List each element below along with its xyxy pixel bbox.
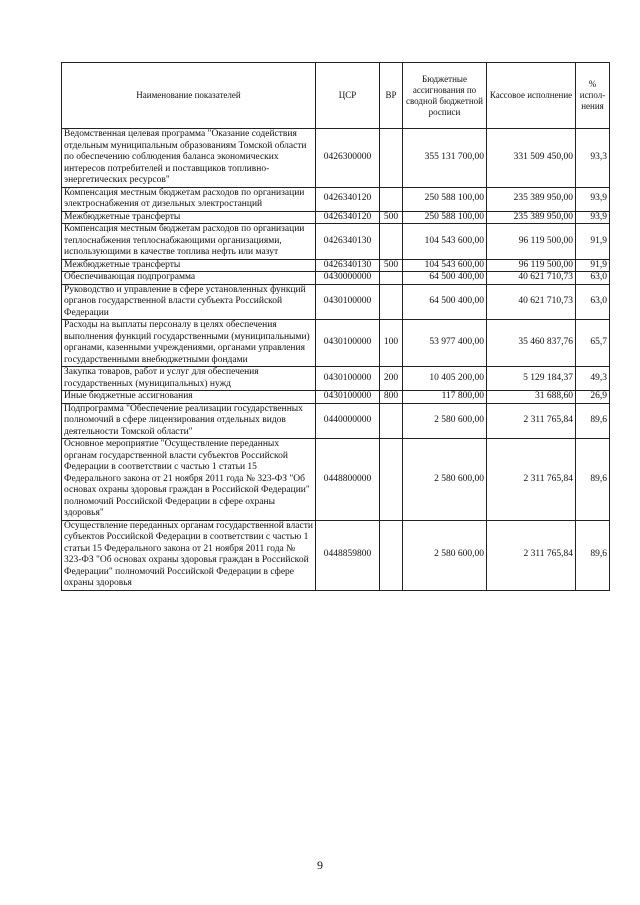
header-name: Наименование показателей bbox=[62, 63, 316, 129]
row-name: Расходы на выплаты персоналу в целях обеспечения выполнения функций государственными (муниципальными) органами, казенными учреждениями, органами управления государственными внебюджетными фондами bbox=[62, 320, 316, 367]
header-execution-percent: % испол-нения bbox=[576, 63, 610, 129]
row-csr: 0430000000 bbox=[316, 272, 380, 285]
row-cash: 40 621 710,73 bbox=[487, 272, 576, 285]
row-assign: 250 588 100,00 bbox=[403, 211, 487, 224]
row-vr bbox=[380, 187, 403, 211]
table-row bbox=[62, 224, 610, 260]
row-vr bbox=[380, 439, 403, 521]
row-cash: 96 119 500,00 bbox=[487, 259, 576, 272]
row-vr bbox=[380, 520, 403, 590]
row-cash: 31 688,60 bbox=[487, 391, 576, 404]
table-row bbox=[62, 272, 610, 285]
row-csr: 0426340130 bbox=[316, 259, 380, 272]
table-row bbox=[62, 403, 610, 439]
row-vr bbox=[380, 129, 403, 188]
table-body bbox=[62, 129, 610, 591]
row-assign: 2 580 600,00 bbox=[403, 403, 487, 439]
header-budget-assignments: Бюджетные ассигнования по сводной бюджетной росписи bbox=[403, 63, 487, 129]
row-name: Руководство и управление в сфере установленных функций органов государственной власти субъекта Российской Федерации bbox=[62, 284, 316, 320]
row-pct: 89,6 bbox=[576, 439, 610, 521]
row-assign: 355 131 700,00 bbox=[403, 129, 487, 188]
table-row bbox=[62, 391, 610, 404]
row-vr: 500 bbox=[380, 211, 403, 224]
row-pct: 93,9 bbox=[576, 211, 610, 224]
row-csr: 0430100000 bbox=[316, 367, 380, 391]
row-vr: 500 bbox=[380, 259, 403, 272]
row-csr: 0430100000 bbox=[316, 320, 380, 367]
row-vr bbox=[380, 224, 403, 260]
row-pct: 26,9 bbox=[576, 391, 610, 404]
row-csr: 0440000000 bbox=[316, 403, 380, 439]
row-assign: 10 405 200,00 bbox=[403, 367, 487, 391]
row-pct: 49,3 bbox=[576, 367, 610, 391]
table-row bbox=[62, 284, 610, 320]
table-row bbox=[62, 129, 610, 188]
row-name: Межбюджетные трансферты bbox=[62, 211, 316, 224]
table-row bbox=[62, 259, 610, 272]
row-cash: 2 311 765,84 bbox=[487, 439, 576, 521]
row-cash: 35 460 837,76 bbox=[487, 320, 576, 367]
row-name: Компенсация местным бюджетам расходов по организации теплоснабжения теплоснабжающими организациями, использующими в качестве топлива нефть или мазут bbox=[62, 224, 316, 260]
row-name: Ведомственная целевая программа "Оказание содействия отдельным муниципальным образованиям Томской области по обеспечению соблюдения баланса экономических интересов потребителей и поставщиков топливно-энергетических ресурсов" bbox=[62, 129, 316, 188]
row-name: Подпрограмма "Обеспечение реализации государственных полномочий в сфере лицензирования отдельных видов деятельности Томской области" bbox=[62, 403, 316, 439]
row-pct: 93,9 bbox=[576, 187, 610, 211]
row-pct: 63,0 bbox=[576, 284, 610, 320]
row-pct: 93,3 bbox=[576, 129, 610, 188]
row-assign: 117 800,00 bbox=[403, 391, 487, 404]
table-row bbox=[62, 211, 610, 224]
table-header-row bbox=[62, 63, 610, 129]
row-vr bbox=[380, 272, 403, 285]
header-cash-execution: Кассовое исполнение bbox=[487, 63, 576, 129]
header-vr: ВР bbox=[380, 63, 403, 129]
row-cash: 96 119 500,00 bbox=[487, 224, 576, 260]
page-number: 9 bbox=[317, 858, 323, 872]
header-csr: ЦСР bbox=[316, 63, 380, 129]
table-row bbox=[62, 367, 610, 391]
row-name: Осуществление переданных органам государственной власти субъектов Российской Федерации в соответствии с частью 1 статьи 15 Федерального закона от 21 ноября 2011 года № 323-ФЗ "Об основах охраны здоровья граждан в Российской Федерации" полномочий Российской Федерации в сфере охраны здоровья bbox=[62, 520, 316, 590]
row-assign: 250 588 100,00 bbox=[403, 187, 487, 211]
row-assign: 104 543 600,00 bbox=[403, 259, 487, 272]
row-cash: 331 509 450,00 bbox=[487, 129, 576, 188]
row-csr: 0448800000 bbox=[316, 439, 380, 521]
row-csr: 0426340120 bbox=[316, 187, 380, 211]
row-csr: 0426340130 bbox=[316, 224, 380, 260]
row-vr: 800 bbox=[380, 391, 403, 404]
row-assign: 104 543 600,00 bbox=[403, 224, 487, 260]
row-csr: 0430100000 bbox=[316, 284, 380, 320]
row-pct: 89,6 bbox=[576, 403, 610, 439]
row-pct: 91,9 bbox=[576, 224, 610, 260]
row-cash: 2 311 765,84 bbox=[487, 403, 576, 439]
row-assign: 53 977 400,00 bbox=[403, 320, 487, 367]
row-pct: 65,7 bbox=[576, 320, 610, 367]
row-vr bbox=[380, 284, 403, 320]
row-name: Иные бюджетные ассигнования bbox=[62, 391, 316, 404]
row-vr bbox=[380, 403, 403, 439]
row-vr: 100 bbox=[380, 320, 403, 367]
row-cash: 235 389 950,00 bbox=[487, 211, 576, 224]
row-assign: 64 500 400,00 bbox=[403, 284, 487, 320]
row-csr: 0430100000 bbox=[316, 391, 380, 404]
row-cash: 40 621 710,73 bbox=[487, 284, 576, 320]
budget-execution-table bbox=[61, 62, 610, 591]
row-name: Основное мероприятие "Осуществление переданных органам государственной власти субъектов Российской Федерации в соответствии с частью 1 статьи 15 Федерального закона от 21 ноября 2011 года № 323-ФЗ "Об основах охраны здоровья граждан в Российской Федерации" полномочий Российской Федерации в сфере охраны здоровья" bbox=[62, 439, 316, 521]
row-assign: 2 580 600,00 bbox=[403, 520, 487, 590]
row-pct: 91,9 bbox=[576, 259, 610, 272]
row-cash: 235 389 950,00 bbox=[487, 187, 576, 211]
row-csr: 0426300000 bbox=[316, 129, 380, 188]
row-assign: 2 580 600,00 bbox=[403, 439, 487, 521]
row-csr: 0426340120 bbox=[316, 211, 380, 224]
table-row bbox=[62, 187, 610, 211]
row-name: Обеспечивающая подпрограмма bbox=[62, 272, 316, 285]
row-vr: 200 bbox=[380, 367, 403, 391]
table-row bbox=[62, 320, 610, 367]
row-name: Межбюджетные трансферты bbox=[62, 259, 316, 272]
table-row bbox=[62, 439, 610, 521]
row-assign: 64 500 400,00 bbox=[403, 272, 487, 285]
row-cash: 2 311 765,84 bbox=[487, 520, 576, 590]
row-pct: 63,0 bbox=[576, 272, 610, 285]
table-row bbox=[62, 520, 610, 590]
row-pct: 89,6 bbox=[576, 520, 610, 590]
row-name: Закупка товаров, работ и услуг для обеспечения государственных (муниципальных) нужд bbox=[62, 367, 316, 391]
row-name: Компенсация местным бюджетам расходов по организации электроснабжения от дизельных электростанций bbox=[62, 187, 316, 211]
row-csr: 0448859800 bbox=[316, 520, 380, 590]
row-cash: 5 129 184,37 bbox=[487, 367, 576, 391]
